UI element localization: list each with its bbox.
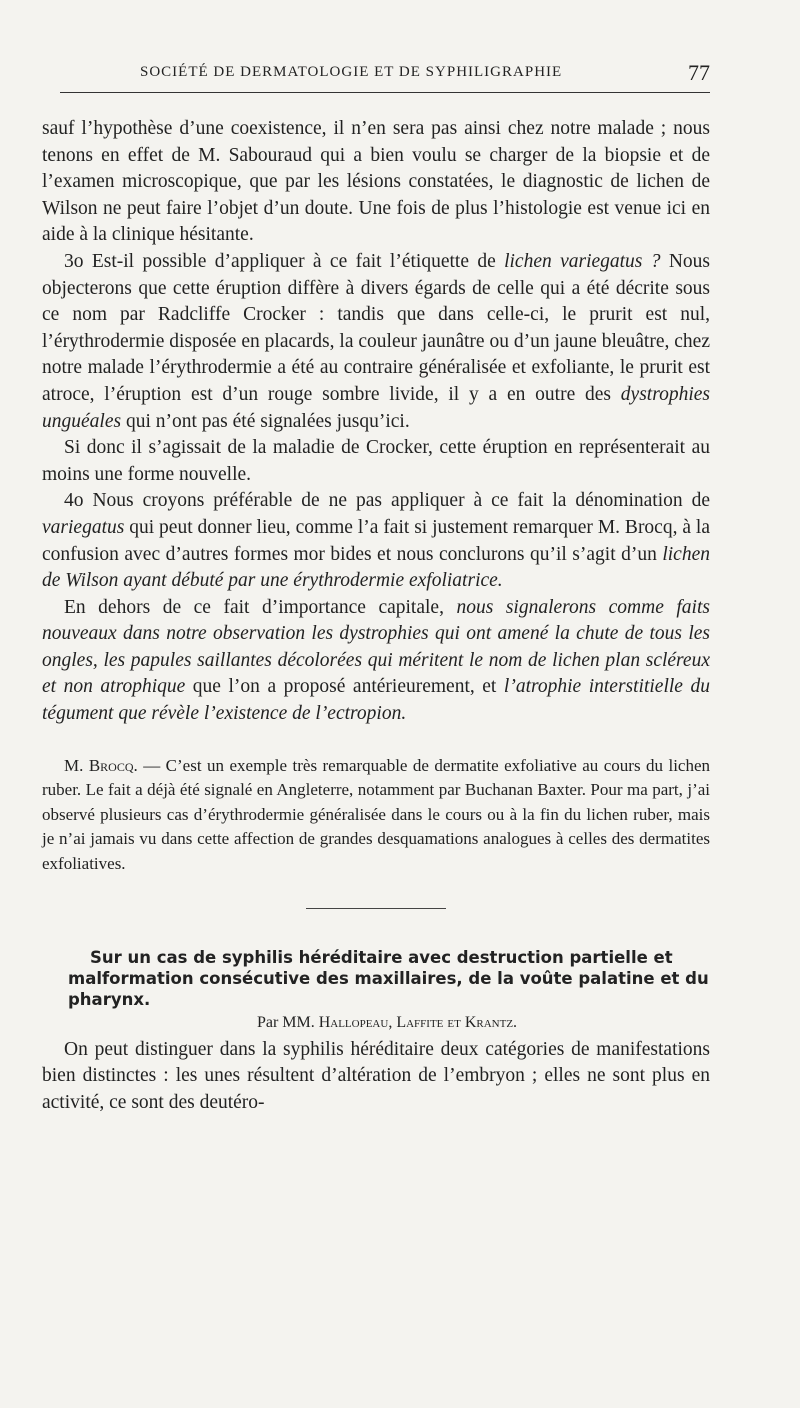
article-byline [42,1010,710,1037]
byline-prefix: Par MM. [256,1014,319,1032]
page-body [42,116,710,1117]
p4-italic-conclusion: lichen de Wilson ayant débuté par une érythrodermie exfoliatrice. [42,543,710,592]
p2-text-e: qui n’ont pas été signalées jusqu’ici. [121,410,410,432]
paragraph-3: Si donc il s’agissait de la maladie de Crocker, cette éruption en représenterait au moins une forme nouvelle. [42,437,710,485]
p2-italic-lichen-variegatus: lichen variegatus ? [504,250,661,272]
p5-text-a: En dehors de ce fait d’importance capitale, [64,596,457,618]
p2-text-a: 3o Est-il possible d’appliquer à ce fait l’étiquette de [64,250,505,272]
discussion-brocq [42,754,710,877]
discussion-text: — C’est un exemple très remarquable de dermatite exfoliative au cours du lichen ruber. Le fait a déjà été signalé en Angleterre, notamment par Buchanan Baxter. Pour ma part, j’ai observé plusieurs cas d’érythrodermie généralisée dans le cours ou à la fin du lichen ruber, mais je n’ai jamais vu dans cette affection de grandes desquamations analogues à celles des dermatites exfoliatives. [42,755,711,873]
p5-text-c: que l’on a proposé antérieurement, et [185,676,504,698]
p5-italic-atrophie: l’atrophie interstitielle du tégument que révèle l’existence de l’ectropion. [42,676,710,725]
p4-text-a: 4o Nous croyons préférable de ne pas appliquer à ce fait la dénomination de [64,490,710,512]
p2-italic-dystrophies: dystrophies unguéales [42,383,710,432]
article-paragraph-1: On peut distinguer dans la syphilis héréditaire deux catégories de manifestations bien distinctes : les unes résultent d’altération de l’embryon ; elles ne sont plus en activité, ce sont des deutéro- [42,1038,710,1113]
section-divider [306,908,446,909]
running-header [60,58,710,93]
paragraph-2 [42,249,710,435]
discussion-speaker: M. Brocq. [64,755,138,775]
p4-text-c: qui peut donner lieu, comme l’a fait si justement remarquer M. Brocq, à la confusion avec d’autres formes mor bides et nous conclurons qu’il s’agit d’un [42,516,710,565]
running-title: SOCIÉTÉ DE DERMATOLOGIE ET DE SYPHILIGRAPHIE [140,64,563,80]
page-number: 77 [688,60,710,85]
article-body [42,1037,710,1117]
paragraph-1: sauf l’hypothèse d’une coexistence, il n’en sera pas ainsi chez notre malade ; nous tenons en effet de M. Sabouraud qui a bien voulu se charger de la biopsie et de l’examen microscopique, que par les lésions constatées, le diagnostic de lichen de Wilson ne peut faire l’objet d’un doute. Une fois de plus l’histologie est venue ici en aide à la clinique hésitante. [42,118,710,246]
p4-italic-variegatus: variegatus [42,516,125,538]
paragraph-4 [42,488,710,594]
p2-text-c: Nous objecterons que cette éruption diffère à divers égards de celle qui a été décrite sous ce nom par Radcliffe Crocker : tandis que dans celle-ci, le prurit est nul, l’érythrodermie disposée en placards, la couleur jaunâtre ou d’un jaune bleuâtre, chez notre malade l’érythrodermie a été au contraire généralisée et exfoliante, le prurit est atroce, l’éruption est d’un rouge sombre livide, il y a en outre des [42,250,711,405]
paragraph-5 [42,595,710,728]
article-title: Sur un cas de syphilis héréditaire avec destruction partielle et malformation consécutive des maxillaires, de la voûte palatine et du pharynx. [68,948,709,1010]
p5-italic-observations: nous signalerons comme faits nouveaux dans notre observation les dystrophies qui ont amené la chute de tous les ongles, les papules saillantes décolorées qui méritent le nom de lichen plan scléreux et non atrophique [42,596,710,698]
byline-authors: Hallopeau, Laffite et Krantz. [318,1014,518,1032]
